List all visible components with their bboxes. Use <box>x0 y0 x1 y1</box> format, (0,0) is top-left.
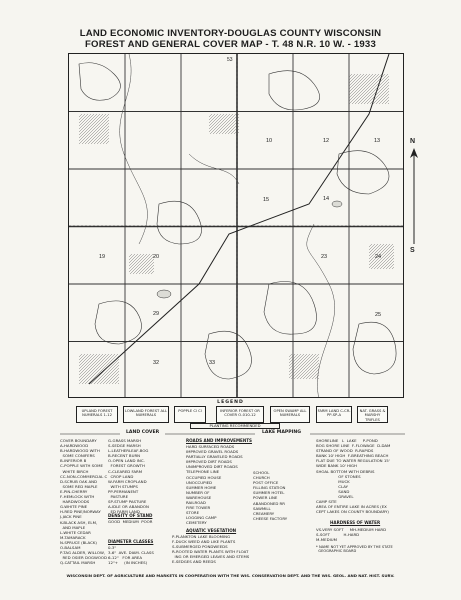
hatch-fill <box>79 354 85 360</box>
hatch-fill <box>79 114 97 132</box>
hatch-fill <box>136 256 154 274</box>
hatch-fill <box>79 354 82 357</box>
hatch-fill <box>349 74 352 77</box>
key-upland-forest: UPLAND FOREST NUMERALS 1-12 <box>76 406 118 423</box>
hatch-fill <box>210 114 230 134</box>
stream-line <box>307 224 335 398</box>
hatch-fill <box>129 254 132 257</box>
hatch-fill <box>209 114 227 132</box>
hatch-fill <box>91 126 109 144</box>
hatch-fill <box>213 114 233 134</box>
map-title: LAND ECONOMIC INVENTORY-DOUGLAS COUNTY WISCONSIN <box>79 28 382 39</box>
hatch-fill <box>109 374 119 384</box>
hatch-fill <box>383 258 394 269</box>
section-number: 13 <box>374 138 381 144</box>
south-label: S <box>410 247 415 254</box>
diameter-classes: 0-3" 3-6" AVE. DIAM. CLASS 6-12" FOR AREA 12"+ (IN INCHES) <box>108 545 154 566</box>
map-subtitle: FOREST AND GENERAL COVER MAP - T. 48 N.R. 10 W. - 1933 <box>84 39 377 50</box>
hatch-fill <box>349 74 367 92</box>
hatch-fill <box>209 114 212 117</box>
hatch-fill <box>380 255 394 269</box>
legend-title: LEGEND <box>217 400 244 405</box>
lake-shape <box>332 201 342 207</box>
hatch-fill <box>297 357 319 379</box>
section-number: 10 <box>266 138 273 144</box>
hatch-fill <box>118 383 119 384</box>
hatch-fill <box>379 94 389 104</box>
hatch-fill <box>349 74 376 101</box>
cover-boundary <box>264 282 317 335</box>
section-number: 20 <box>153 254 160 260</box>
land-cover-header: LAND COVER <box>126 430 160 435</box>
cover-boundary <box>79 63 120 101</box>
key-inferior-forest: INFERIOR FOREST OR COVER O-010-12 <box>216 406 264 423</box>
hatch-fill <box>79 354 91 366</box>
section-number: 23 <box>321 254 328 260</box>
section-number: 33 <box>209 360 216 366</box>
cover-types-list-2: G-GRASS MARSH S-SEDGE MARSH L-LEATHERLEAF-BOG B-RECENT BURN O-OPEN LAND INC. FOREST GROWTH C-CLEARED FARM CROP LAND W-FARM CROPLAND WITH STUMPS PP-PERMANENT PASTURE SP-STUMP PASTURE A-IDLE OR ABANDON ED FARM LAND <box>108 438 149 515</box>
hatch-fill <box>97 132 109 144</box>
township-map[interactable] <box>68 53 404 398</box>
cover-boundary <box>337 151 389 194</box>
hatch-fill <box>94 129 109 144</box>
hatch-fill <box>142 262 154 274</box>
hatch-fill <box>103 368 119 384</box>
cover-boundary <box>353 322 396 374</box>
hatch-fill <box>82 117 109 144</box>
aquatic-list: P-PLANKTON LAKE BLOOMING F-DUCK WEED AND LIKE PLANTS S-SUBMERGED PONDWEEDS R-ROOTED WATER PLANTS WITH FLOAT ING OR EMERGED LEAVES AND STEMS E-SEDGES AND REEDS <box>172 534 250 565</box>
hatch-fill <box>97 362 119 384</box>
section-number: 24 <box>375 254 382 260</box>
diameter-title: DIAMETER CLASSES <box>108 539 154 544</box>
hatch-fill <box>209 114 221 126</box>
improvements-list: SCHOOL CHURCH POST OFFICE FILLING STATION SUMMER HOTEL POWER LINE ABANDONED RR SAWMILL CREAMERY CHEESE FACTORY <box>253 470 288 521</box>
hatch-fill <box>103 138 109 144</box>
cover-types-list: COVER BOUNDARY A-HARDWOOD B-HARDWOOD WITH SOME CONIFERS B-INFERIOR B C-POPPLE WITH SOME WHITE BIRCH CC-NON-COMMERCIAL C D-SCRUB OAK AND SOME RED MAPLE E-PIN-CHERRY F-HEMLOCK WITH HARDWOODS G-WHITE PINE H-RED PINE/NORWAY J-JACK PINE K-BLACK ASH, ELM, AND MAPLE L-WHITE CEDAR M-TAMARACK N-SPRUCE (BLACK) O-BALSAM P-TAG ALDER, WILLOW, RED OSIER DOGWOOD Q-CATTAIL MARSH <box>60 438 108 566</box>
hatch-fill <box>91 356 119 384</box>
hatch-fill <box>112 377 119 384</box>
hatch-fill <box>79 354 106 381</box>
hatch-fill <box>129 254 147 272</box>
hatch-fill <box>289 354 310 375</box>
hatch-fill <box>219 114 239 134</box>
hatch-fill <box>129 254 135 260</box>
hatch-fill <box>216 114 236 134</box>
hatch-fill <box>85 120 109 144</box>
hatch-fill <box>388 103 389 104</box>
hatch-fill <box>209 114 215 120</box>
key-lowland-forest: LOWLAND FOREST ALL NUMERALS <box>123 406 169 423</box>
hatch-fill <box>349 74 364 89</box>
hatch-fill <box>300 360 319 379</box>
hatch-fill <box>349 74 373 98</box>
aquatic-title: AQUATIC VEGETATION <box>186 528 237 533</box>
density-labels: GOOD MEDIUM POOR <box>108 519 153 524</box>
hatch-fill <box>289 354 304 369</box>
hatch-fill <box>129 254 141 266</box>
density-title: DENSITY OF STAND <box>108 513 153 518</box>
section-rule-lines <box>60 431 405 437</box>
hatch-fill <box>369 244 375 250</box>
key-open-swamp: OPEN SWAMP ALL NUMERALS <box>270 406 310 423</box>
roads-list: HARD SURFACED ROADS IMPROVED GRAVEL ROADS PARTIALLY GRAVELED ROADS IMPROVED DIRT ROADS UNIMPROVED DIRT ROADS TELEPHONE LINE OCCUPIED HOUSE UNOCCUPIED SUMMER HOME NUMBER OF WAREHOUSE RAILROAD FIRE TOWER STORE LOGGING CAMP CEMETERY <box>186 444 243 526</box>
section-number: 15 <box>263 197 270 203</box>
key-farm-land: FARM LAND C-CR-PP-SP-A <box>316 406 352 423</box>
footer-credit: WISCONSIN DEPT. OF AGRICULTURE AND MARKETS IN COOPERATION WITH THE WIS. CONSERVATION DEPT. AND THE WIS. GEOL. AND NAT. HIST. SURV. <box>66 573 395 578</box>
hatch-fill <box>106 141 109 144</box>
hatch-fill <box>382 97 389 104</box>
key-popple: POPPLE Cl Cl <box>174 406 206 423</box>
hatch-fill <box>209 114 224 129</box>
lake-mapping-header: LAKE MAPPING <box>262 430 301 435</box>
railroad-line <box>89 54 389 384</box>
hatch-fill <box>389 264 394 269</box>
hatch-fill <box>79 114 85 120</box>
route-marker: 53 <box>227 57 233 63</box>
lake-mapping-list: SHORELINE L LAKE P-POND BOG SHORE LINE F-FLOWAGE D-DAM STRAND OF WOOD R-RAPIDS BANK 10' HIGH F-BREATHING BEACH FLAT DUE TO WATER REGULATION 15' WIDE BANK 10' HIGH SHOAL BOTTOM WITH DEBRIS OF STONES MUCK CLAY SAND GRAVEL CAMP SITE AREA OF ENTIRE LAKE IN ACRES (EX CEPT LAKES ON COUNTY BOUNDARY) <box>316 438 391 515</box>
north-arrow-icon <box>408 148 420 246</box>
hatch-fill <box>130 254 150 274</box>
hatch-fill <box>367 82 389 104</box>
hardness-list: VS-VERY SOFT MH-MEDIUM HARD S-SOFT H-HARD M-MEDIUM <box>316 527 387 543</box>
hatch-fill <box>79 354 100 375</box>
hatch-fill <box>79 354 97 372</box>
hatch-fill <box>79 114 82 117</box>
hatch-fill <box>88 123 109 144</box>
state-note: * NAME NOT YET APPROVED BY THE STATE GEOGRAPHIC BOARD <box>316 545 393 554</box>
hatch-fill <box>392 267 394 269</box>
key-grass-marsh: NAT. GRASS & MARSHY TRIFLES <box>357 406 388 423</box>
section-number: 29 <box>153 311 160 317</box>
roads-title: ROADS AND IMPROVEMENTS <box>186 438 253 443</box>
planting-recommended-key: PLANTING RECOMMENDED <box>190 423 280 429</box>
hatch-fill <box>129 254 144 269</box>
section-number: 12 <box>323 138 330 144</box>
stream-line <box>120 54 148 244</box>
section-number: 19 <box>99 254 106 260</box>
lake-shape <box>157 290 171 298</box>
hatch-fill <box>151 271 154 274</box>
hatch-fill <box>133 254 153 274</box>
section-number: 25 <box>375 312 382 318</box>
hardness-title: HARDNESS OF WATER <box>330 520 381 525</box>
hatch-fill <box>370 85 389 104</box>
section-number: 14 <box>323 196 330 202</box>
hatch-fill <box>289 354 301 366</box>
cover-boundary <box>95 301 142 344</box>
hatch-fill <box>139 259 154 274</box>
hatch-fill <box>361 76 389 104</box>
hatch-fill <box>349 74 355 80</box>
hatch-fill <box>318 378 319 379</box>
hatch-fill <box>289 354 295 360</box>
hatch-fill <box>369 244 372 247</box>
hatch-fill <box>79 114 91 126</box>
hatch-fill <box>349 74 361 86</box>
cover-boundary <box>205 331 252 379</box>
hatch-fill <box>303 363 319 379</box>
hatch-fill <box>79 114 100 135</box>
north-label: N <box>410 138 416 145</box>
hatch-fill <box>79 114 103 138</box>
hatch-fill <box>148 268 154 274</box>
section-number: 32 <box>153 360 160 366</box>
hatch-fill <box>289 354 307 372</box>
hatch-fill <box>289 354 292 357</box>
hatch-fill <box>349 74 370 95</box>
cover-boundary <box>269 71 320 110</box>
hatch-fill <box>79 114 106 141</box>
hatch-fill <box>79 354 94 369</box>
cover-boundary <box>157 201 202 244</box>
hatch-fill <box>79 114 94 129</box>
map-canvas <box>69 54 404 398</box>
hatch-fill <box>100 365 119 384</box>
